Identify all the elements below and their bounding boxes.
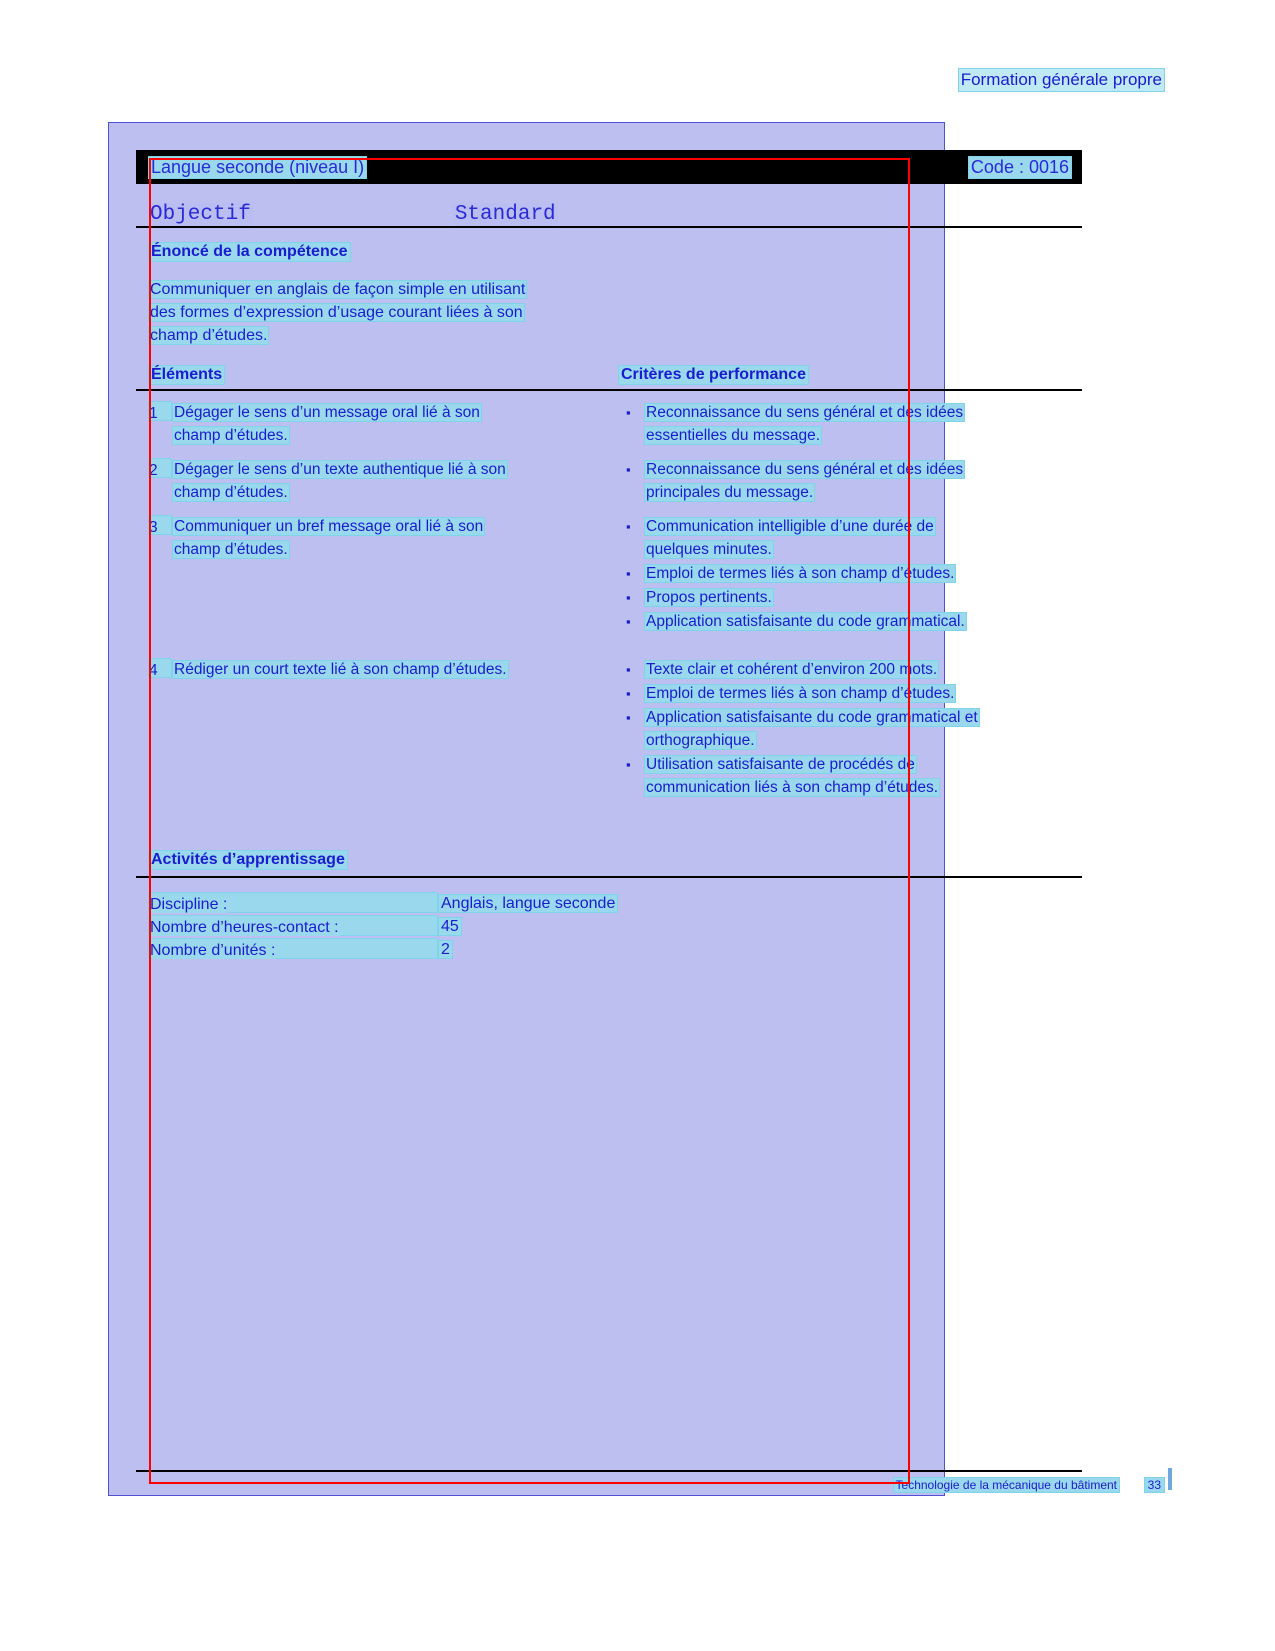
criterion-line: Reconnaissance du sens général et des idées [646,461,964,478]
element-line: champ d’études. [174,484,288,501]
bullet-icon: ▪ [626,405,631,420]
criterion-line: essentielles du message. [646,427,821,444]
bullet-icon: ▪ [626,590,631,605]
objectif-label: Objectif [150,203,251,226]
criterion-item [626,515,1082,561]
footer-page-number: 33 [1144,1477,1165,1493]
activities-table [136,878,1082,961]
bullet-icon: ▪ [626,519,631,534]
bullet-icon: ▪ [626,614,631,629]
footer-rule [136,1470,1082,1472]
element-line: champ d’études. [174,541,288,558]
criterion-line: quelques minutes. [646,541,772,558]
element-line: Dégager le sens d’un texte authentique lié à son [174,461,506,478]
activity-value: 2 [438,940,453,959]
competence-block [136,228,1082,357]
objectif-standard-row [136,184,1082,226]
criterion-line: Utilisation satisfaisante de procédés de [646,756,915,773]
element-text [172,458,508,504]
criterion-item [626,586,1082,609]
criterion-line: Reconnaissance du sens général et des idées [646,404,964,421]
criterion-line: Texte clair et cohérent d’environ 200 mots. [646,661,938,678]
footer-document-title: Technologie de la mécanique du bâtiment [893,1477,1120,1493]
criterion-line: Emploi de termes liés à son champ d’études. [646,565,955,582]
table-row [136,634,1082,800]
criterion-item [626,706,1082,752]
bullet-icon: ▪ [626,662,631,677]
competence-line-1: Communiquer en anglais de façon simple en utilisant [150,281,526,298]
elements-heading: Éléments [148,365,225,385]
course-title-bar [136,150,1082,184]
bullet-icon: ▪ [626,710,631,725]
course-title: Langue seconde (niveau I) [148,156,367,179]
competence-heading: Énoncé de la compétence [148,242,351,262]
element-text [172,401,482,447]
activity-key: Discipline : [150,896,228,913]
criterion-line: Application satisfaisante du code grammatical. [646,613,965,630]
criterion-line: Communication intelligible d’une durée de [646,518,934,535]
criterion-item [626,682,1082,705]
competence-line-3: champ d’études. [150,327,268,344]
bullet-icon: ▪ [626,686,631,701]
table-row [136,448,1082,505]
table-row [136,505,1082,634]
activity-row [148,938,1082,961]
running-header-title: Formation générale propre [958,68,1165,92]
elements-criteria-table [136,391,1082,800]
bullet-icon: ▪ [626,462,631,477]
activities-heading: Activités d’apprentissage [148,850,348,870]
element-line: Rédiger un court texte lié à son champ d’études. [174,661,507,678]
bullet-icon: ▪ [626,757,631,772]
criterion-line: principales du message. [646,484,814,501]
element-line: champ d’études. [174,427,288,444]
criterion-item [626,562,1082,585]
activities-heading-row [136,800,1082,876]
element-text [172,515,485,561]
element-line: Dégager le sens d’un message oral lié à son [174,404,480,421]
activity-value: Anglais, langue seconde [438,894,618,913]
bullet-icon: ▪ [626,566,631,581]
element-line: Communiquer un bref message oral lié à son [174,518,484,535]
criterion-line: Propos pertinents. [646,589,772,606]
activity-row [148,915,1082,938]
criterion-item [626,458,1082,504]
activity-key: Nombre d’heures-contact : [150,919,339,936]
activity-value: 45 [438,917,462,936]
standard-label: Standard [454,203,556,226]
criterion-line: orthographique. [646,732,755,749]
document-page [136,150,1082,961]
element-number: 1 [148,401,172,421]
element-number: 3 [148,515,172,535]
element-text [172,658,509,681]
course-code: Code : 0016 [968,156,1072,179]
activity-key: Nombre d’unités : [150,942,276,959]
element-number: 4 [148,658,172,678]
competence-text [148,278,1070,347]
competence-line-2: des formes d’expression d’usage courant liées à son [150,304,523,321]
criteria-heading: Critères de performance [618,365,809,385]
criterion-line: Emploi de termes liés à son champ d’études. [646,685,955,702]
text-cursor [1168,1468,1172,1490]
criterion-item [626,658,1082,681]
criterion-item [626,610,1082,633]
table-row [136,391,1082,448]
activity-row [148,892,1082,915]
criterion-line: communication liés à son champ d’études. [646,779,939,796]
element-number: 2 [148,458,172,478]
criterion-item [626,753,1082,799]
criterion-item [626,401,1082,447]
table-headings-row [136,357,1082,389]
criterion-line: Application satisfaisante du code grammatical et [646,709,978,726]
